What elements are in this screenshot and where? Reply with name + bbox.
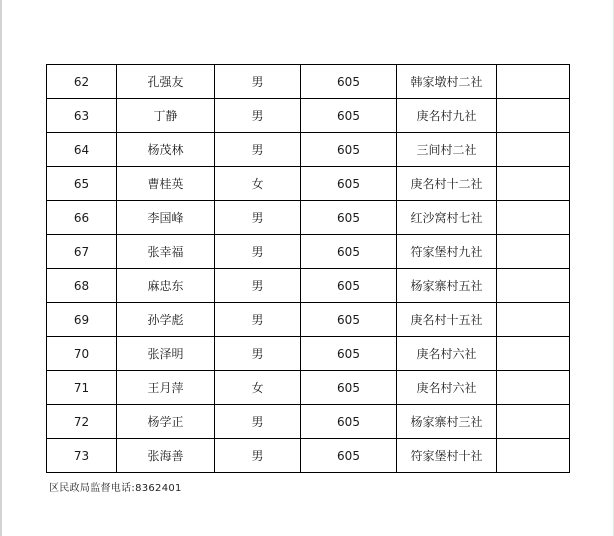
- gender-cell: 男: [215, 133, 301, 167]
- name-cell: 王月萍: [117, 371, 215, 405]
- code-cell: 605: [301, 167, 397, 201]
- table-row: [47, 303, 570, 337]
- name-cell: 丁静: [117, 99, 215, 133]
- gender-cell: 男: [215, 303, 301, 337]
- table-row: [47, 405, 570, 439]
- table-row: [47, 235, 570, 269]
- address-cell: 三间村二社: [397, 133, 497, 167]
- name-cell: 麻忠东: [117, 269, 215, 303]
- row-number-cell: 71: [47, 371, 117, 405]
- gender-cell: 男: [215, 405, 301, 439]
- supervision-phone-note: 区民政局监督电话:8362401: [49, 483, 182, 494]
- address-cell: 红沙窝村七社: [397, 201, 497, 235]
- address-cell: 庚名村十五社: [397, 303, 497, 337]
- note-cell: [497, 167, 570, 201]
- address-cell: 庚名村九社: [397, 99, 497, 133]
- note-cell: [497, 201, 570, 235]
- note-cell: [497, 439, 570, 473]
- code-cell: 605: [301, 133, 397, 167]
- gender-cell: 男: [215, 235, 301, 269]
- row-number-cell: 68: [47, 269, 117, 303]
- gender-cell: 男: [215, 337, 301, 371]
- table-row: [47, 65, 570, 99]
- row-number-cell: 65: [47, 167, 117, 201]
- address-cell: 符家堡村九社: [397, 235, 497, 269]
- row-number-cell: 70: [47, 337, 117, 371]
- table-row: [47, 269, 570, 303]
- row-number-cell: 73: [47, 439, 117, 473]
- gender-cell: 女: [215, 167, 301, 201]
- row-number-cell: 63: [47, 99, 117, 133]
- table-row: [47, 133, 570, 167]
- table-row: [47, 99, 570, 133]
- note-cell: [497, 99, 570, 133]
- gender-cell: 女: [215, 371, 301, 405]
- code-cell: 605: [301, 269, 397, 303]
- name-cell: 张海善: [117, 439, 215, 473]
- note-cell: [497, 337, 570, 371]
- row-number-cell: 72: [47, 405, 117, 439]
- gender-cell: 男: [215, 201, 301, 235]
- code-cell: 605: [301, 439, 397, 473]
- note-cell: [497, 133, 570, 167]
- name-cell: 曹桂英: [117, 167, 215, 201]
- address-cell: 杨家寨村三社: [397, 405, 497, 439]
- table-row: [47, 167, 570, 201]
- address-cell: 符家堡村十社: [397, 439, 497, 473]
- table-row: [47, 337, 570, 371]
- name-cell: 张幸福: [117, 235, 215, 269]
- address-cell: 韩家墩村二社: [397, 65, 497, 99]
- address-cell: 庚名村六社: [397, 337, 497, 371]
- note-cell: [497, 269, 570, 303]
- code-cell: 605: [301, 405, 397, 439]
- roster-table: [46, 64, 570, 473]
- table-row: [47, 439, 570, 473]
- note-cell: [497, 371, 570, 405]
- note-cell: [497, 65, 570, 99]
- name-cell: 张泽明: [117, 337, 215, 371]
- code-cell: 605: [301, 201, 397, 235]
- code-cell: 605: [301, 371, 397, 405]
- name-cell: 孔强友: [117, 65, 215, 99]
- address-cell: 庚名村十二社: [397, 167, 497, 201]
- note-cell: [497, 405, 570, 439]
- code-cell: 605: [301, 235, 397, 269]
- table-row: [47, 371, 570, 405]
- code-cell: 605: [301, 65, 397, 99]
- gender-cell: 男: [215, 439, 301, 473]
- note-cell: [497, 235, 570, 269]
- page-left-edge: [0, 0, 2, 536]
- code-cell: 605: [301, 337, 397, 371]
- name-cell: 孙学彪: [117, 303, 215, 337]
- name-cell: 杨学正: [117, 405, 215, 439]
- row-number-cell: 66: [47, 201, 117, 235]
- gender-cell: 男: [215, 99, 301, 133]
- code-cell: 605: [301, 303, 397, 337]
- row-number-cell: 62: [47, 65, 117, 99]
- gender-cell: 男: [215, 65, 301, 99]
- address-cell: 杨家寨村五社: [397, 269, 497, 303]
- note-cell: [497, 303, 570, 337]
- code-cell: 605: [301, 99, 397, 133]
- address-cell: 庚名村六社: [397, 371, 497, 405]
- row-number-cell: 64: [47, 133, 117, 167]
- name-cell: 杨茂林: [117, 133, 215, 167]
- gender-cell: 男: [215, 269, 301, 303]
- name-cell: 李国峰: [117, 201, 215, 235]
- table-row: [47, 201, 570, 235]
- row-number-cell: 69: [47, 303, 117, 337]
- row-number-cell: 67: [47, 235, 117, 269]
